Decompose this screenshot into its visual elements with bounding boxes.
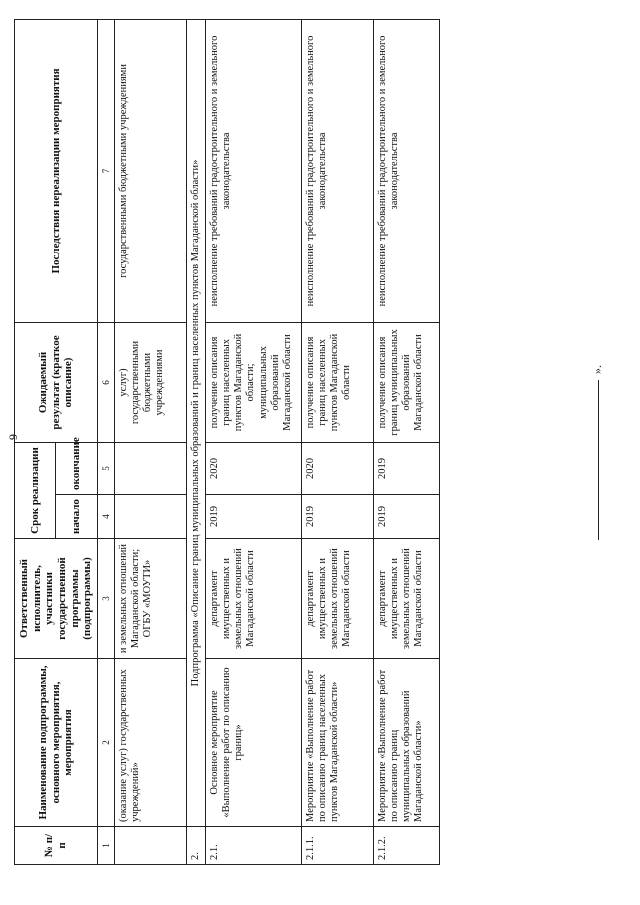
row-consequences: неисполнение требований градостроительного и земельного законодательства [302, 19, 374, 322]
col-number: 2 [97, 659, 114, 827]
table-row [302, 19, 374, 864]
subprogram-num: 2. [187, 827, 206, 865]
row-name: Мероприятие «Выполнение работ по описанию границ муниципальных образований Магаданской области» [374, 659, 440, 827]
subprogram-title: Подпрограмма «Описание границ муниципальных образований и границ населенных пунктов Магаданской области» [187, 19, 206, 826]
header-row [15, 19, 56, 864]
header-period: Срок реализации [15, 442, 56, 538]
row-responsible: департамент имущественных и земельных отношений Магаданской области [206, 539, 302, 659]
col-number: 7 [97, 19, 114, 322]
row-responsible: и земельных отношений Магаданской области; ОГБУ «МОУТИ» [115, 539, 187, 659]
row-start: 2019 [206, 495, 302, 539]
row-start [115, 495, 187, 539]
row-consequences: неисполнение требований градостроительного и земельного законодательства [206, 19, 302, 322]
header-name: Наименование подпрограммы, основного мероприятия, мероприятия [15, 659, 98, 827]
row-end: 2019 [374, 442, 440, 494]
header-consequences: Последствия нереализации мероприятия [15, 19, 98, 322]
column-number-row [97, 19, 114, 864]
row-result: получение описания границ муниципальных образований Магаданской области [374, 322, 440, 442]
row-end: 2020 [302, 442, 374, 494]
table-row [115, 19, 187, 864]
row-start: 2019 [374, 495, 440, 539]
row-end: 2020 [206, 442, 302, 494]
row-responsible: департамент имущественных и земельных отношений Магаданской области [302, 539, 374, 659]
row-num [115, 827, 187, 865]
measures-table [14, 19, 440, 865]
row-start: 2019 [302, 495, 374, 539]
col-number: 3 [97, 539, 114, 659]
row-num: 2.1.1. [302, 827, 374, 865]
header-result: Ожидаемый результат (краткое описание) [15, 322, 98, 442]
closing-quote: ». [590, 365, 604, 374]
table-row [374, 19, 440, 864]
row-name: Мероприятие «Выполнение работ по описанию границ населенных пунктов Магаданской области» [302, 659, 374, 827]
header-end: окончание [56, 442, 97, 494]
header-responsible: Ответственный исполнитель, участники государственной программы (подпрограммы) [15, 539, 98, 659]
col-number: 5 [97, 442, 114, 494]
row-result: получение описания границ населенных пунктов Магаданской области; муниципальных образований Магаданской области [206, 322, 302, 442]
col-number: 1 [97, 827, 114, 865]
row-consequences: неисполнение требований градостроительного и земельного законодательства [374, 19, 440, 322]
header-num: № п/п [15, 827, 98, 865]
row-num: 2.1. [206, 827, 302, 865]
row-name: (оказание услуг) государственных учреждений» [115, 659, 187, 827]
row-consequences: государственными бюджетными учреждениями [115, 19, 187, 322]
row-num: 2.1.2. [374, 827, 440, 865]
closing-line [598, 380, 599, 540]
subprogram-row [187, 19, 206, 864]
page-number: 9 [6, 434, 20, 440]
row-name: Основное мероприятие «Выполнение работ по описанию границ» [206, 659, 302, 827]
col-number: 6 [97, 322, 114, 442]
row-result: услуг) государственными бюджетными учреждениями [115, 322, 187, 442]
row-responsible: департамент имущественных и земельных отношений Магаданской области [374, 539, 440, 659]
col-number: 4 [97, 495, 114, 539]
row-result: получение описания границ населенных пунктов Магаданской области [302, 322, 374, 442]
closing-mark [590, 365, 605, 540]
table-row [206, 19, 302, 864]
header-start: начало [56, 495, 97, 539]
row-end [115, 442, 187, 494]
